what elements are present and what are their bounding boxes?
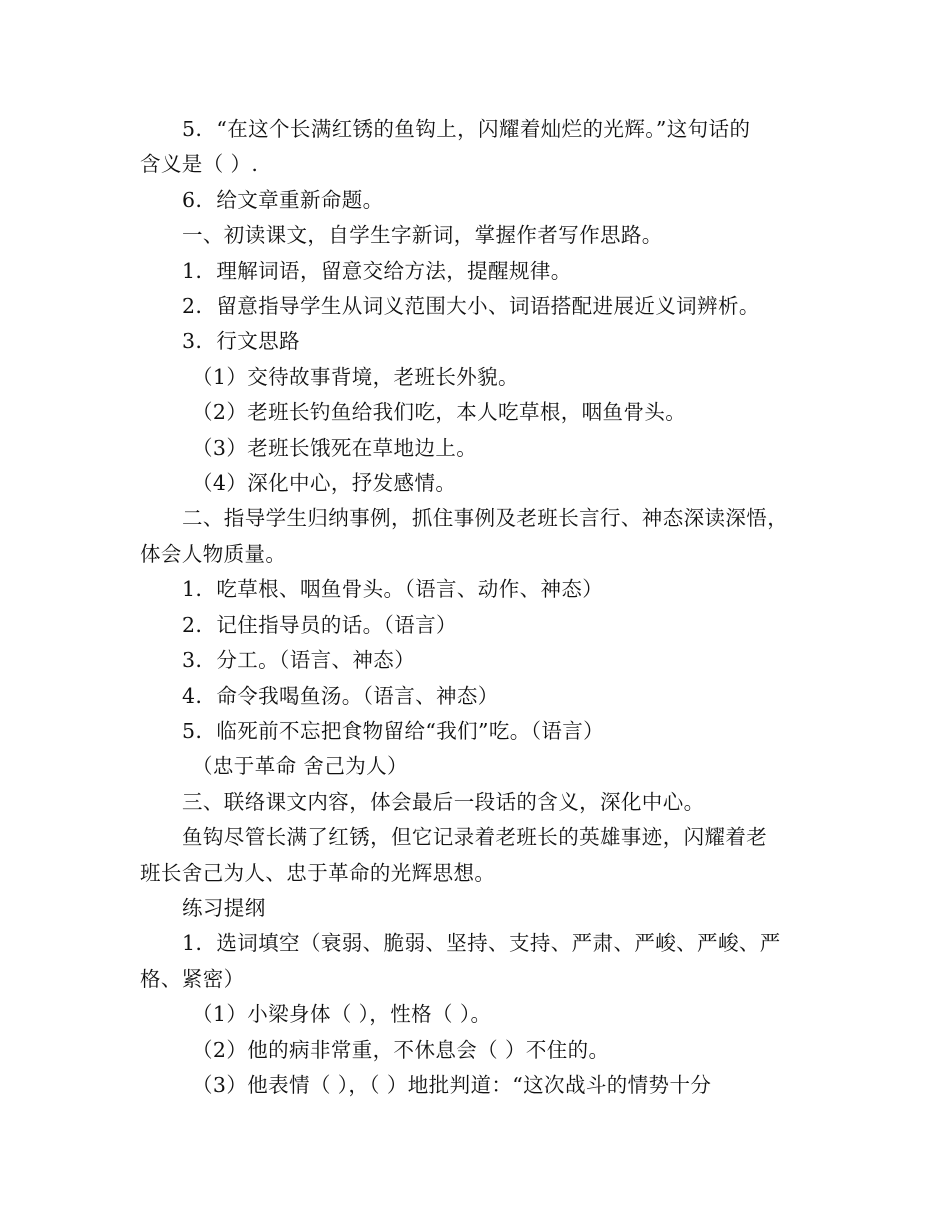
section-3-paragraph-line-2: 班长舍己为人、忠于革命的光辉思想。 (140, 860, 496, 885)
section-2-heading-line-1: 二、指导学生归纳事例，抓住事例及老班长言行、神态深读深悟， (182, 506, 789, 531)
question-5-line-1: 5．“在这个长满红锈的鱼钩上，闪耀着灿烂的光辉。”这句话的 (182, 117, 751, 141)
section-2-summary: （忠于革命 舍己为人） (192, 754, 408, 779)
section-2-item-3: 3．分工。（语言、神态） (182, 648, 416, 673)
section-3-paragraph-line-1: 鱼钩尽管长满了红锈，但它记录着老班长的英雄事迹，闪耀着老 (182, 825, 768, 850)
practice-subitem-2: （2）他的病非常重，不休息会（ ）不住的。 (192, 1037, 610, 1062)
practice-heading: 练习提纲 (182, 895, 266, 920)
section-1-subitem-4: （4）深化中心，抒发感情。 (192, 471, 457, 496)
document-body (140, 112, 820, 1103)
section-2-item-5: 5．临死前不忘把食物留给“我们”吃。（语言） (182, 718, 605, 743)
section-2-item-2: 2．记住指导员的话。（语言） (182, 612, 457, 637)
section-1-subitem-1: （1）交待故事背境，老班长外貌。 (192, 364, 519, 389)
section-1-item-2: 2．留意指导学生从词义范围大小、词语搭配进展近义词辨析。 (182, 294, 760, 319)
section-1-heading: 一、初读课文，自学生字新词，掌握作者写作思路。 (182, 223, 663, 248)
section-2-heading-line-2: 体会人物质量。 (140, 541, 287, 566)
section-3-heading: 三、联络课文内容，体会最后一段话的含义，深化中心。 (182, 789, 705, 814)
practice-item-1-line-1: 1．选词填空（衰弱、脆弱、坚持、支持、严肃、严峻、严峻、严 (182, 931, 781, 956)
practice-item-1-line-2: 格、紧密） (140, 966, 245, 991)
question-5-line-2: 含义是（ ）. (140, 152, 259, 177)
section-1-subitem-2: （2）老班长钓鱼给我们吃，本人吃草根，咽鱼骨头。 (192, 400, 687, 425)
section-1-subitem-3: （3）老班长饿死在草地边上。 (192, 435, 478, 460)
practice-subitem-3: （3）他表情（ ），（ ）地批判道：“这次战斗的情势十分 (192, 1072, 712, 1097)
section-1-item-3: 3．行文思路 (182, 329, 300, 354)
practice-subitem-1: （1）小梁身体（ ），性格（ ）。 (192, 1002, 492, 1027)
section-1-item-1: 1．理解词语，留意交给方法，提醒规律。 (182, 258, 572, 283)
question-6: 6．给文章重新命题。 (182, 187, 384, 212)
section-2-item-1: 1．吃草根、咽鱼骨头。（语言、动作、神态） (182, 577, 604, 602)
section-2-item-4: 4．命令我喝鱼汤。（语言、神态） (182, 683, 499, 708)
